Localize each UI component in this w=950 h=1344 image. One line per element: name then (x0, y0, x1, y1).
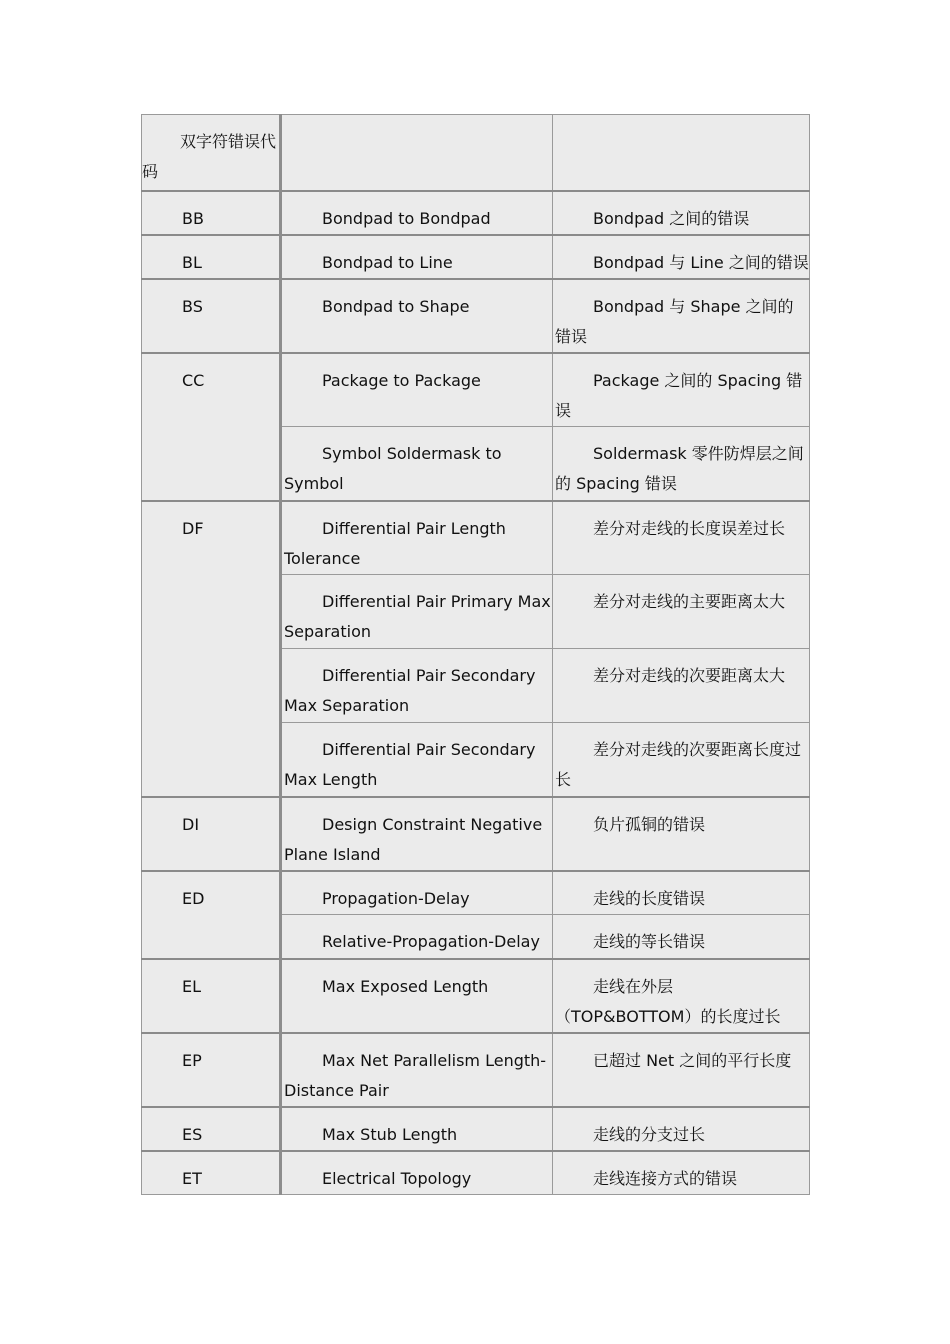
rule-name-text: Package to Package (322, 370, 481, 390)
header-desc-cell (553, 115, 810, 191)
description-cell (553, 915, 810, 959)
rule-name-cell (281, 959, 553, 1033)
error-code-text: BL (182, 252, 202, 272)
table-row (142, 353, 810, 427)
description-text: 差分对走线的次要距离太大 (593, 666, 786, 685)
description-cell (553, 797, 810, 871)
error-code-cell (142, 501, 281, 797)
header-row (142, 115, 810, 191)
rule-name-cell (281, 427, 553, 501)
rule-name-text: Electrical Topology (322, 1168, 472, 1188)
description-cell (553, 501, 810, 575)
description-cell (553, 871, 810, 915)
table-row (142, 1151, 810, 1195)
rule-name-text: Differential Pair Length Tolerance (284, 518, 506, 568)
error-code-text: DF (182, 518, 204, 538)
rule-name-text: Symbol Soldermask to Symbol (284, 444, 502, 493)
rule-name-text: Bondpad to Bondpad (322, 208, 491, 228)
description-text: 负片孤铜的错误 (593, 814, 706, 834)
description-cell (553, 353, 810, 427)
error-code-cell (142, 1033, 281, 1107)
rule-name-cell (281, 871, 553, 915)
rule-name-cell (281, 797, 553, 871)
rule-name-cell (281, 1107, 553, 1151)
rule-name-text: Differential Pair Secondary Max Separation (284, 666, 536, 715)
rule-name-text: Design Constraint Negative Plane Island (284, 814, 543, 864)
description-text: 走线的长度错误 (593, 888, 706, 908)
description-cell (553, 191, 810, 235)
error-code-text: ES (182, 1124, 203, 1144)
description-cell (553, 1151, 810, 1195)
rule-name-cell (281, 915, 553, 959)
rule-name-cell (281, 279, 553, 353)
description-text: 差分对走线的次要距离长度过长 (555, 740, 802, 789)
description-text: 差分对走线的主要距离太大 (593, 592, 786, 611)
description-text: Bondpad 之间的错误 (593, 208, 750, 228)
table-body (142, 115, 810, 1195)
error-code-cell (142, 191, 281, 235)
description-cell (553, 575, 810, 649)
description-text: Soldermask 零件防焊层之间的 Spacing 错误 (555, 444, 804, 493)
rule-name-cell (281, 501, 553, 575)
header-code-cell (142, 115, 281, 191)
rule-name-text: Propagation-Delay (322, 888, 470, 908)
rule-name-cell (281, 191, 553, 235)
table-row (142, 871, 810, 915)
description-cell (553, 235, 810, 279)
rule-name-text: Bondpad to Line (322, 252, 453, 272)
description-text: 走线的分支过长 (593, 1124, 706, 1144)
description-text: Bondpad 与 Shape 之间的错误 (555, 296, 794, 346)
description-cell (553, 959, 810, 1033)
error-code-cell (142, 353, 281, 501)
rule-name-cell (281, 1033, 553, 1107)
table-row (142, 1033, 810, 1107)
description-text: 走线的等长错误 (593, 932, 706, 951)
table-row (142, 1107, 810, 1151)
error-code-cell (142, 1107, 281, 1151)
table-row (142, 797, 810, 871)
description-cell (553, 279, 810, 353)
error-code-cell (142, 871, 281, 959)
error-code-cell (142, 235, 281, 279)
error-code-cell (142, 959, 281, 1033)
table-row (142, 191, 810, 235)
error-code-cell (142, 797, 281, 871)
description-text: 差分对走线的长度误差过长 (593, 518, 786, 538)
header-code-text: 双字符错误代码 (142, 132, 277, 181)
description-cell (553, 427, 810, 501)
rule-name-text: Differential Pair Primary Max Separation (284, 592, 551, 641)
description-cell (553, 1033, 810, 1107)
rule-name-cell (281, 575, 553, 649)
description-text: 已超过 Net 之间的平行长度 (593, 1050, 792, 1070)
rule-name-cell (281, 235, 553, 279)
rule-name-text: Differential Pair Secondary Max Length (284, 740, 536, 789)
error-code-text: DI (182, 814, 200, 834)
rule-name-cell (281, 353, 553, 427)
description-cell (553, 723, 810, 797)
rule-name-cell (281, 649, 553, 723)
error-code-text: CC (182, 370, 205, 390)
table-row (142, 959, 810, 1033)
table-row (142, 235, 810, 279)
description-text: Bondpad 与 Line 之间的错误 (593, 252, 809, 272)
rule-name-cell (281, 723, 553, 797)
description-cell (553, 649, 810, 723)
description-text: 走线在外层（TOP&BOTTOM）的长度过长 (555, 976, 781, 1026)
error-code-table (141, 114, 810, 1195)
error-code-text: EP (182, 1050, 202, 1070)
rule-name-text: Max Net Parallelism Length-Distance Pair (284, 1050, 547, 1100)
rule-name-cell (281, 1151, 553, 1195)
error-code-text: BB (182, 208, 204, 228)
rule-name-text: Max Exposed Length (322, 976, 489, 996)
error-code-text: ED (182, 888, 205, 908)
error-code-cell (142, 279, 281, 353)
table-row (142, 501, 810, 575)
description-text: Package 之间的 Spacing 错误 (555, 370, 803, 420)
rule-name-text: Bondpad to Shape (322, 296, 470, 316)
table-row (142, 279, 810, 353)
header-rule-cell (281, 115, 553, 191)
error-code-text: BS (182, 296, 203, 316)
error-code-text: EL (182, 976, 202, 996)
rule-name-text: Max Stub Length (322, 1124, 458, 1144)
rule-name-text: Relative-Propagation-Delay (322, 932, 540, 951)
error-code-text: ET (182, 1168, 202, 1188)
error-code-cell (142, 1151, 281, 1195)
description-text: 走线连接方式的错误 (593, 1168, 738, 1188)
description-cell (553, 1107, 810, 1151)
